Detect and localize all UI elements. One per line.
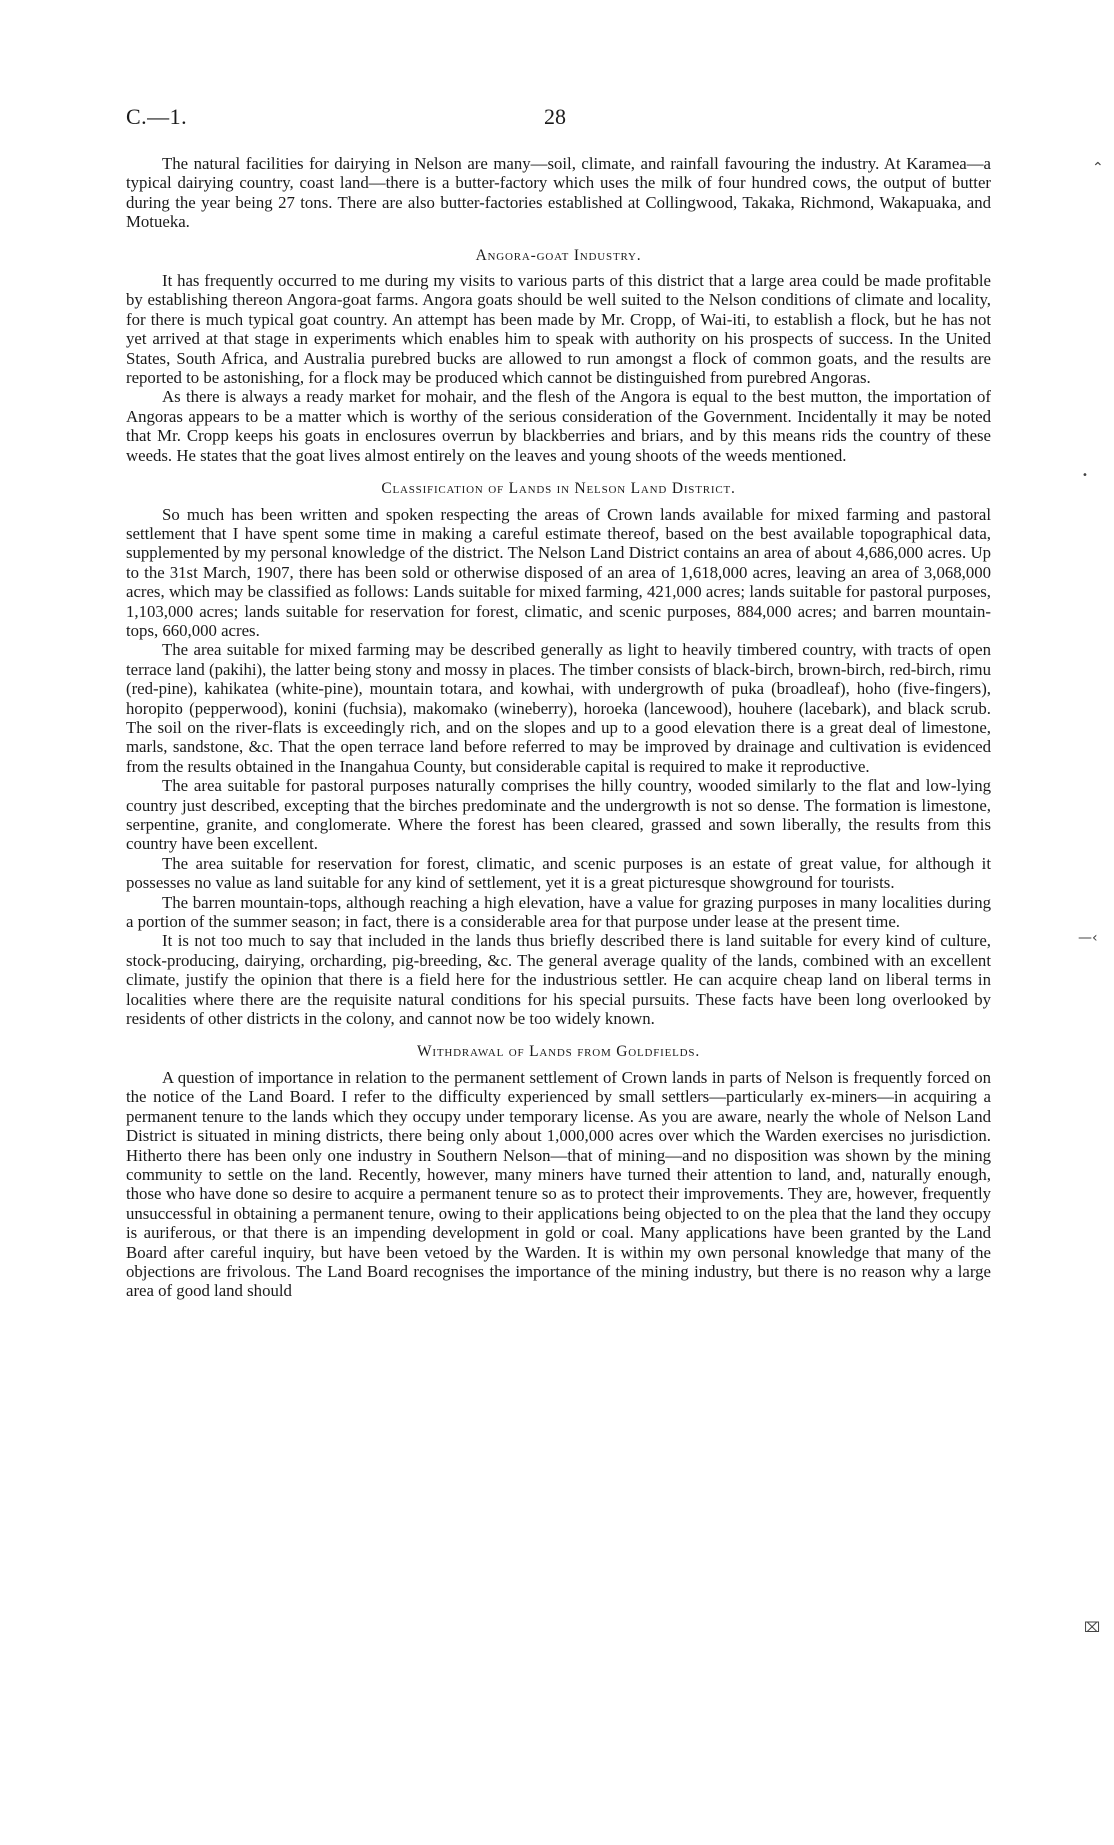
section-heading-angora-goat: Angora-goat Industry. [475, 246, 642, 264]
paragraph-classification-5: The barren mountain-tops, although reaching a high elevation, have a value for grazing purposes in many localities during a portion of the summer season; in fact, there is a considerable area for that purpose under lease at the present time. [126, 892, 991, 932]
paragraph-angora-1: It has frequently occurred to me during my visits to various parts of this district that a large area could be made profitable by establishing thereon Angora-goat farms. Angora goats should be well suited to the Nelson conditions of climate and locality, for there is much typical goat country. An attempt has been made by Mr. Cropp, of Wai-iti, to establish a flock, but he has not yet arrived at that stage in experiments which enables him to speak with authority on his prospects of success. In the United States, South Africa, and Australia purebred bucks are allowed to run amongst a flock of common goats, and the results are reported to be astonishing, for a flock may be produced which cannot be distinguished from purebred Angoras. [126, 271, 991, 388]
paragraph-classification-2: The area suitable for mixed farming may be described generally as light to heavily timbered country, with tracts of open terrace land (pakihi), the latter being stony and mossy in places. The timber consists of black-birch, brown-birch, red-birch, rimu (red-pine), kahikatea (white-pine), mountain totara, and kowhai, with undergrowth of puka (broadleaf), hoho (five-fingers), horopito (pepperwood), konini (fuchsia), makomako (wineberry), horoeka (lancewood), houhere (lacebark), and black scrub. The soil on the river-flats is exceedingly rich, and on the slopes and up to a good elevation there is a great deal of limestone, marls, sandstone, &c. That the open terrace land before referred to may be improved by drainage and cultivation is evidenced from the results obtained in the Inangahua County, but considerable capital is required to make it reproductive. [126, 640, 991, 776]
paragraph-classification-3: The area suitable for pastoral purposes naturally comprises the hilly country, wooded similarly to the flat and low-lying country just described, excepting that the birches predominate and the undergrowth is not so dense. The formation is limestone, serpentine, granite, and conglomerate. Where the forest has been cleared, grassed and sown liberally, the results from this country have been excellent. [126, 776, 991, 854]
document-reference: C.—1. [126, 104, 188, 129]
section-heading-withdrawal: Withdrawal of Lands from Goldfields. [416, 1043, 701, 1061]
paragraph-angora-2: As there is always a ready market for mohair, and the flesh of the Angora is equal to the best mutton, the importation of Angoras appears to be a matter which is worthy of the serious consideration of the Government. Incidentally it may be noted that Mr. Cropp keeps his goats in enclosures overrun by blackberries and briars, and by this means rids the country of these weeds. He states that the goat lives almost entirely on the leaves and young shoots of the weeds mentioned. [126, 387, 991, 465]
page-header [126, 104, 991, 134]
margin-scan-mark: ⌃ [1092, 160, 1104, 176]
paragraph-classification-1: So much has been written and spoken respecting the areas of Crown lands available for mixed farming and pastoral settlement that I have spent some time in making a careful estimate thereof, based on the best available topographical data, supplemented by my personal knowledge of the district. The Nelson Land District contains an area of about 4,686,000 acres. Up to the 31st March, 1907, there has been sold or otherwise disposed of an area of 1,618,000 acres, leaving an area of 3,068,000 acres, which may be classified as follows: Lands suitable for mixed farming, 421,000 acres; lands suitable for pastoral purposes, 1,103,000 acres; lands suitable for reservation for forest, climatic, and scenic purposes, 884,000 acres; and barren mountain-tops, 660,000 acres. [126, 504, 991, 640]
margin-scan-mark: • [1082, 470, 1088, 481]
paragraph-classification-4: The area suitable for reservation for forest, climatic, and scenic purposes is an estate of great value, for although it possesses no value as land suitable for any kind of settlement, yet it is a great picturesque showground for tourists. [126, 853, 991, 893]
paragraph-withdrawal-1: A question of importance in relation to the permanent settlement of Crown lands in parts of Nelson is frequently forced on the notice of the Land Board. I refer to the difficulty experienced by small settlers—particularly ex-miners—in acquiring a permanent tenure to the lands which they occupy under temporary license. As you are aware, nearly the whole of Nelson Land District is situated in mining districts, there being only about 1,000,000 acres over which the Warden exercises no jurisdiction. Hitherto there has been only one industry in Southern Nelson—that of mining—and no disposition was shown by the mining community to settle on the land. Recently, however, many miners have turned their attention to land, and, naturally enough, those who have done so desire to acquire a permanent tenure so as to protect their improvements. They are, however, frequently unsuccessful in obtaining a permanent tenure, owing to their applications being objected to on the plea that the land they occupy is auriferous, or that there is an impending development in gold or coal. Many applications have been granted by the Land Board after careful inquiry, but have been vetoed by the Warden. It is within my own personal knowledge that many of the objections are frivolous. The Land Board recognises the importance of the mining industry, but there is no reason why a large area of good land should [126, 1067, 991, 1301]
section-heading-classification: Classification of Lands in Nelson Land District. [381, 480, 736, 498]
paragraph-dairying: The natural facilities for dairying in Nelson are many—soil, climate, and rainfall favouring the industry. At Karamea—a typical dairying country, coast land—there is a butter-factory which uses the milk of four hundred cows, the output of butter during the year being 27 tons. There are also butter-factories established at Collingwood, Takaka, Richmond, Wakapuaka, and Motueka. [126, 154, 991, 232]
document-body [126, 154, 991, 1301]
margin-scan-mark: ⌧ [1084, 1620, 1101, 1636]
paragraph-classification-6: It is not too much to say that included in the lands thus briefly described there is land suitable for every kind of culture, stock-producing, dairying, orcharding, pig-breeding, &c. The general average quality of the lands, combined with an excellent climate, justify the opinion that there is a field here for the industrious settler. He can acquire cheap land on liberal terms in localities where there are the requisite natural conditions for his special pursuits. These facts have been long overlooked by residents of other districts in the colony, and cannot now be too widely known. [126, 931, 991, 1029]
margin-scan-mark: —‹ [1078, 930, 1098, 946]
page-number: 28 [544, 104, 566, 129]
